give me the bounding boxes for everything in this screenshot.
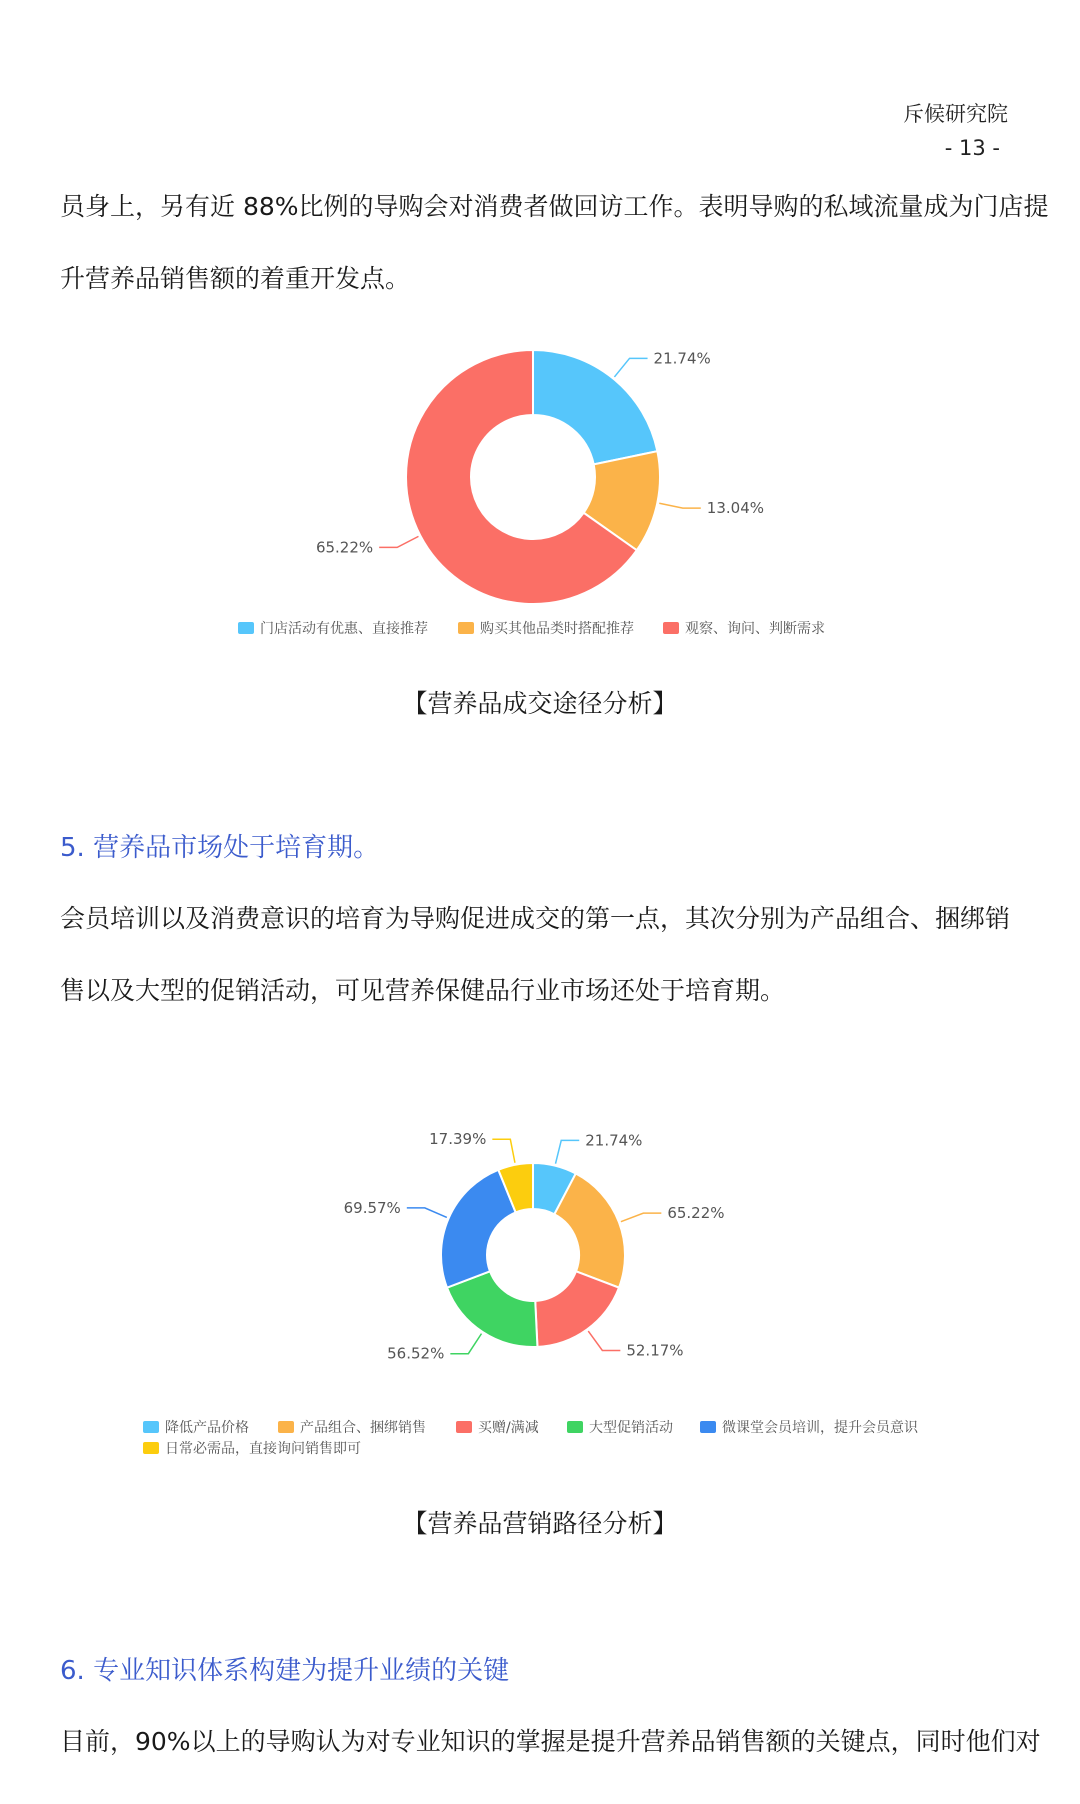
section-heading: 6. 专业知识体系构建为提升业绩的关键: [60, 1656, 510, 1686]
data-label: 65.22%: [315, 538, 374, 557]
data-label: 65.22%: [667, 1204, 725, 1223]
pie-slice: [535, 1271, 619, 1347]
legend-swatch: [278, 1421, 294, 1433]
paragraph-line: 目前，90%以上的导购认为对专业知识的掌握是提升营养品销售额的关键点，同时他们对: [60, 1727, 1041, 1756]
label-leader-line: [555, 1140, 579, 1163]
data-label: 17.39%: [429, 1130, 487, 1149]
legend-swatch: [458, 622, 474, 634]
legend-label: 观察、询问、判断需求: [685, 621, 825, 637]
legend-swatch: [143, 1442, 159, 1454]
label-leader-line: [492, 1139, 515, 1163]
legend-label: 购买其他品类时搭配推荐: [480, 621, 634, 637]
header-org: 斥候研究院: [903, 102, 1008, 126]
legend-label: 产品组合、捆绑销售: [300, 1420, 426, 1436]
legend-swatch: [456, 1421, 472, 1433]
pie-slice: [533, 350, 657, 464]
paragraph-line: 员身上，另有近 88%比例的导购会对消费者做回访工作。表明导购的私域流量成为门店提: [60, 192, 1049, 221]
data-label: 69.57%: [343, 1198, 401, 1217]
label-leader-line: [588, 1331, 620, 1350]
legend-swatch: [238, 622, 254, 634]
chart-marketing-path: [0, 1110, 1080, 1470]
label-leader-line: [407, 1208, 447, 1218]
legend-swatch: [567, 1421, 583, 1433]
legend-label: 买赠/满减: [478, 1420, 539, 1436]
label-leader-line: [379, 536, 418, 547]
chart-caption: 【营养品营销路径分析】: [402, 1509, 678, 1538]
paragraph-line: 升营养品销售额的着重开发点。: [60, 264, 411, 293]
page-number: - 13 -: [944, 136, 1000, 160]
legend-swatch: [700, 1421, 716, 1433]
label-leader-line: [614, 358, 647, 377]
chart-caption: 【营养品成交途径分析】: [402, 689, 678, 718]
legend-label: 微课堂会员培训，提升会员意识: [722, 1420, 918, 1436]
data-label: 52.17%: [626, 1341, 684, 1360]
legend-swatch: [663, 622, 679, 634]
data-label: 21.74%: [585, 1131, 643, 1150]
legend-swatch: [143, 1421, 159, 1433]
data-label: 56.52%: [387, 1344, 445, 1363]
legend-label: 大型促销活动: [589, 1420, 673, 1436]
label-leader-line: [659, 503, 700, 508]
data-label: 13.04%: [706, 499, 765, 518]
paragraph-line: 售以及大型的促销活动，可见营养保健品行业市场还处于培育期。: [60, 976, 786, 1005]
chart-transaction-path: [0, 320, 1080, 650]
label-leader-line: [450, 1334, 481, 1354]
legend-label: 门店活动有优惠、直接推荐: [260, 621, 428, 637]
section-heading: 5. 营养品市场处于培育期。: [60, 833, 380, 863]
legend-label: 日常必需品，直接询问销售即可: [165, 1441, 361, 1457]
label-leader-line: [621, 1213, 661, 1222]
data-label: 21.74%: [653, 349, 711, 368]
paragraph-line: 会员培训以及消费意识的培育为导购促进成交的第一点，其次分别为产品组合、捆绑销: [60, 904, 1011, 933]
legend-label: 降低产品价格: [165, 1420, 249, 1436]
